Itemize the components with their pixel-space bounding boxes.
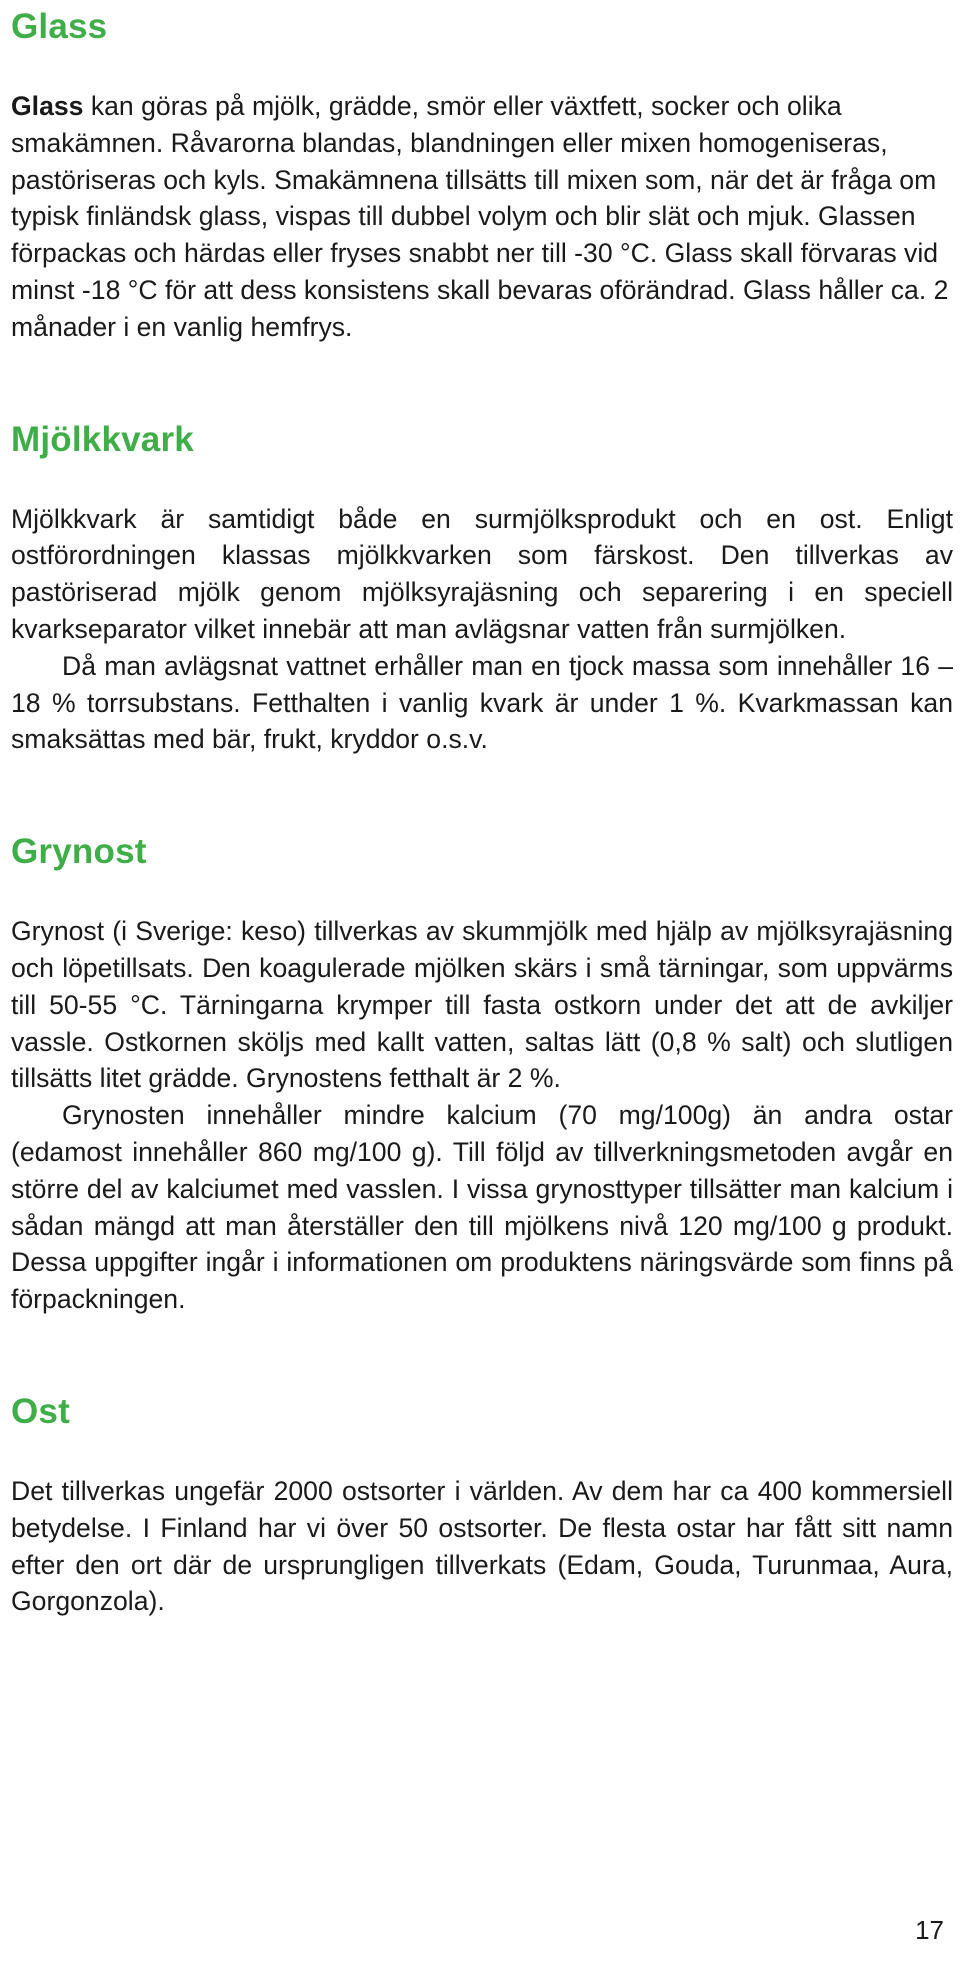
page-content [11,0,953,1620]
page-number: 17 [915,1915,944,1945]
mjolkkvark-paragraph-1: Mjölkkvark är samtidigt både en surmjölksprodukt och en ost. Enligt ostförordningen klassas mjölkkvarken som färskost. Den tillverkas av pastöriserad mjölk genom mjölksyrajäsning och separering i en speciell kvarkseparator vilket innebär att man avlägsnar vatten från surmjölken. [11,503,953,644]
glass-paragraph [11,88,953,346]
grynost-paragraph-1: Grynost (i Sverige: keso) tillverkas av skummjölk med hjälp av mjölksyrajäsning och löpetillsats. Den koagulerade mjölken skärs i små tärningar, som uppvärms till 50-55 °C. Tärningarna krymper till fasta ostkorn under det att de avkiljer vassle. Ostkornen sköljs med kallt vatten, saltas lätt (0,8 % salt) och slutligen tillsätts litet grädde. Grynostens fetthalt är 2 %. [11,916,953,1094]
grynost-paragraph-2: Grynosten innehåller mindre kalcium (70 mg/100g) än andra ostar (edamost innehåller 860 mg/100 g). Till följd av tillverkningsmetoden avgår en större del av kalciumet med vasslen. I vissa grynosttyper tillsätter man kalcium i sådan mängd att man återställer den till mjölkens nivå 120 mg/100 g produkt. Dessa uppgifter ingår i informationen om produktens näringsvärde som finns på förpackningen. [11,1100,953,1315]
section-heading-glass: Glass [11,7,108,46]
glass-lead-term: Glass [11,91,84,121]
section-heading-mjolkkvark: Mjölkkvark [11,419,194,459]
ost-paragraph: Det tillverkas ungefär 2000 ostsorter i världen. Av dem har ca 400 kommersiell betydelse. I Finland har vi över 50 ostsorter. De flesta ostar har fått sitt namn efter den ort där de ursprungligen tillverkats (Edam, Gouda, Turunmaa, Aura, Gorgonzola). [11,1475,953,1617]
glass-paragraph-text: kan göras på mjölk, grädde, smör eller växtfett, socker och olika smakämnen. Råvarorna blandas, blandningen eller mixen homogeniseras, pastöriseras och kyls. Smakämnena tillsätts till mixen som, när det är fråga om typisk finländsk glass, vispas till dubbel volym och blir slät och mjuk. Glassen förpackas och härdas eller fryses snabbt ner till -30 °C. Glass skall förvaras vid minst -18 °C för att dess konsistens skall bevaras oförändrad. Glass håller ca. 2 månader i en vanlig hemfrys. [11,91,949,342]
mjolkkvark-paragraph-2: Då man avlägsnat vattnet erhåller man en tjock massa som innehåller 16 – 18 % torrsubstans. Fetthalten i vanlig kvark är under 1 %. Kvarkmassan kan smaksättas med bär, frukt, kryddor o.s.v. [11,650,953,755]
section-heading-grynost: Grynost [11,832,147,872]
section-heading-ost: Ost [11,1391,70,1431]
